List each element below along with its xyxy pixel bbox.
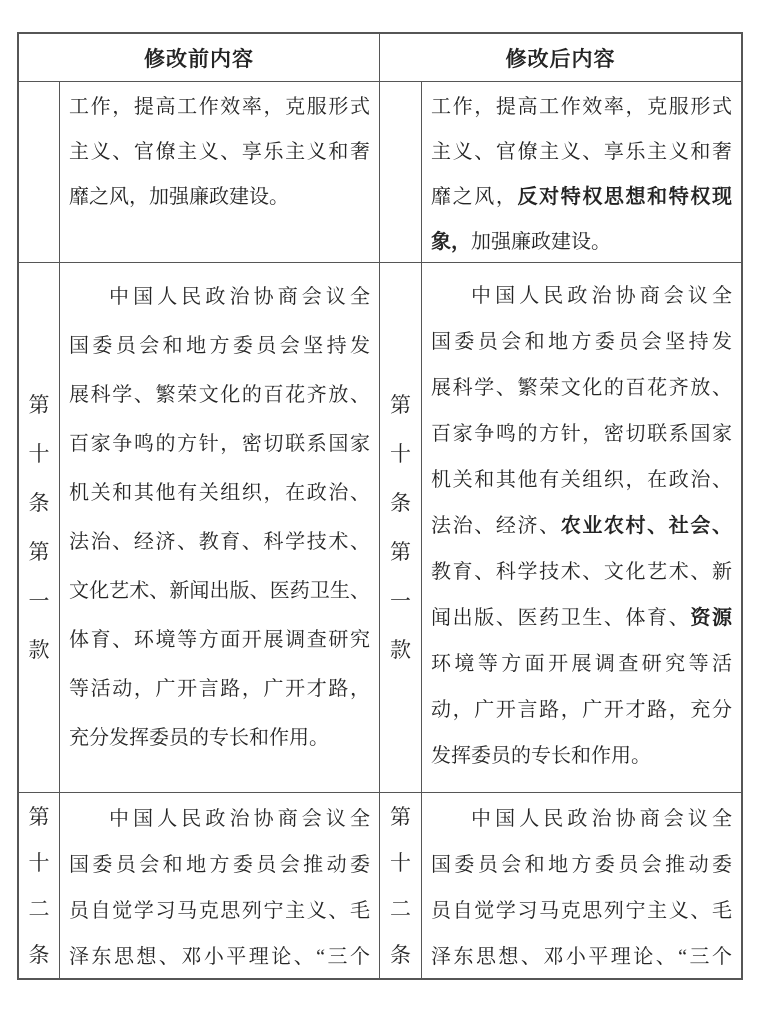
article-label-char: 二 <box>390 896 411 921</box>
content-before <box>59 792 379 978</box>
text-line <box>69 842 370 888</box>
body-text: 法治、经济、 <box>431 515 561 537</box>
text-line <box>431 888 732 934</box>
article-label-char: 第 <box>390 804 411 829</box>
header-before <box>19 34 379 82</box>
body-text: 主义、官僚主义、享乐主义和奢 <box>69 141 370 163</box>
text-line <box>431 503 732 549</box>
text-line <box>431 549 732 595</box>
text-line <box>431 934 732 978</box>
body-text: 泽东思想、邓小平理论、“三个 <box>69 946 370 968</box>
body-text: 泽东思想、邓小平理论、“三个 <box>431 946 732 968</box>
content-before <box>59 262 379 792</box>
text-line <box>69 518 370 567</box>
article-label-char: 第 <box>390 539 411 564</box>
body-text: 员自觉学习马克思列宁主义、毛 <box>431 900 732 922</box>
comparison-table <box>17 32 743 980</box>
body-text: 百家争鸣的方针，密切联系国家 <box>431 423 732 445</box>
body-text: 机关和其他有关组织，在政治、 <box>431 469 732 491</box>
article-label-char: 第 <box>28 392 50 417</box>
body-text: 国委员会和地方委员会推动委 <box>69 854 370 876</box>
article-label-char: 第 <box>28 539 50 564</box>
text-line <box>69 371 370 420</box>
text-line <box>431 733 732 779</box>
text-line <box>69 567 370 616</box>
text-line <box>431 457 732 503</box>
content-after <box>421 792 741 978</box>
body-text: 中国人民政治协商会议全 <box>109 808 370 830</box>
text-line <box>69 714 370 763</box>
body-text: 工作，提高工作效率，克服形式 <box>69 96 370 118</box>
text-line <box>69 175 370 220</box>
text-line <box>431 411 732 457</box>
text-line <box>431 365 732 411</box>
body-text: 发挥委员的专长和作用。 <box>431 745 651 767</box>
text-line <box>431 842 732 888</box>
row-label-before <box>19 82 59 262</box>
body-text: 中国人民政治协商会议全 <box>471 808 732 830</box>
text-line <box>69 85 370 130</box>
article-label-char: 条 <box>390 490 411 515</box>
body-text: 体育、环境等方面开展调查研究 <box>69 629 370 651</box>
row-label-after <box>379 792 421 978</box>
body-text: 动，广开言路，广开才路，充分 <box>431 699 732 721</box>
body-text: 展科学、繁荣文化的百花齐放、 <box>69 384 370 406</box>
header-after-label: 修改后内容 <box>505 47 616 71</box>
text-line <box>69 665 370 714</box>
body-text: 充分发挥委员的专长和作用。 <box>69 727 329 749</box>
body-text: 百家争鸣的方针，密切联系国家 <box>69 433 370 455</box>
header-after <box>379 34 741 82</box>
added-text: 象， <box>431 231 471 253</box>
row-label-after <box>379 262 421 792</box>
body-text: 靡之风，加强廉政建设。 <box>69 186 289 208</box>
body-text: 机关和其他有关组织，在政治、 <box>69 482 370 504</box>
text-line <box>69 616 370 665</box>
text-line <box>69 888 370 934</box>
article-label-char: 二 <box>28 896 50 921</box>
article-label-char: 款 <box>390 637 411 662</box>
body-text: 国委员会和地方委员会坚持发 <box>69 335 370 357</box>
article-label-char: 一 <box>28 588 50 613</box>
text-line <box>69 420 370 469</box>
text-line <box>431 595 732 641</box>
article-label-char: 十 <box>28 850 50 875</box>
text-line <box>431 85 732 130</box>
body-text: 国委员会和地方委员会坚持发 <box>431 331 732 353</box>
article-label-char: 条 <box>28 942 50 967</box>
article-label-char: 十 <box>390 850 411 875</box>
content-after <box>421 82 741 262</box>
row-label-before <box>19 262 59 792</box>
body-text: 文化艺术、新闻出版、医药卫生、 <box>69 580 370 602</box>
added-text: 农业农村、社会、 <box>560 515 733 537</box>
content-after <box>421 262 741 792</box>
row-label-after <box>379 82 421 262</box>
text-line <box>431 687 732 733</box>
text-line <box>69 273 370 322</box>
article-label-char: 十 <box>28 441 50 466</box>
body-text: 教育、科学技术、文化艺术、新 <box>431 561 732 583</box>
article-label-char: 条 <box>28 490 50 515</box>
text-line <box>431 641 732 687</box>
article-label-char: 十 <box>390 441 411 466</box>
text-line <box>69 469 370 518</box>
text-line <box>431 273 732 319</box>
article-label-char: 第 <box>28 804 50 829</box>
text-line <box>69 130 370 175</box>
body-text: 中国人民政治协商会议全 <box>109 286 370 308</box>
body-text: 环境等方面开展调查研究等活 <box>431 653 732 675</box>
body-text: 中国人民政治协商会议全 <box>471 285 732 307</box>
text-line <box>69 796 370 842</box>
article-label-char: 一 <box>390 588 411 613</box>
added-text: 反对特权思想和特权现 <box>517 186 733 208</box>
header-before-label: 修改前内容 <box>144 47 254 71</box>
body-text: 国委员会和地方委员会推动委 <box>431 854 732 876</box>
text-line <box>69 322 370 371</box>
text-line <box>431 220 732 262</box>
body-text: 靡之风， <box>431 186 518 208</box>
body-text: 展科学、繁荣文化的百花齐放、 <box>431 377 732 399</box>
body-text: 工作，提高工作效率，克服形式 <box>431 96 732 118</box>
text-line <box>431 796 732 842</box>
added-text: 资源 <box>690 607 733 629</box>
row-label-before <box>19 792 59 978</box>
text-line <box>431 130 732 175</box>
text-line <box>431 175 732 220</box>
article-label-char: 第 <box>390 392 411 417</box>
body-text: 员自觉学习马克思列宁主义、毛 <box>69 900 370 922</box>
body-text: 闻出版、医药卫生、体育、 <box>431 607 691 629</box>
body-text: 法治、经济、教育、科学技术、 <box>69 531 370 553</box>
content-before <box>59 82 379 262</box>
text-line <box>69 934 370 978</box>
article-label-char: 款 <box>28 637 50 662</box>
text-line <box>431 319 732 365</box>
body-text: 等活动，广开言路，广开才路， <box>69 678 370 700</box>
body-text: 加强廉政建设。 <box>471 231 611 253</box>
article-label-char: 条 <box>390 942 411 967</box>
body-text: 主义、官僚主义、享乐主义和奢 <box>431 141 732 163</box>
